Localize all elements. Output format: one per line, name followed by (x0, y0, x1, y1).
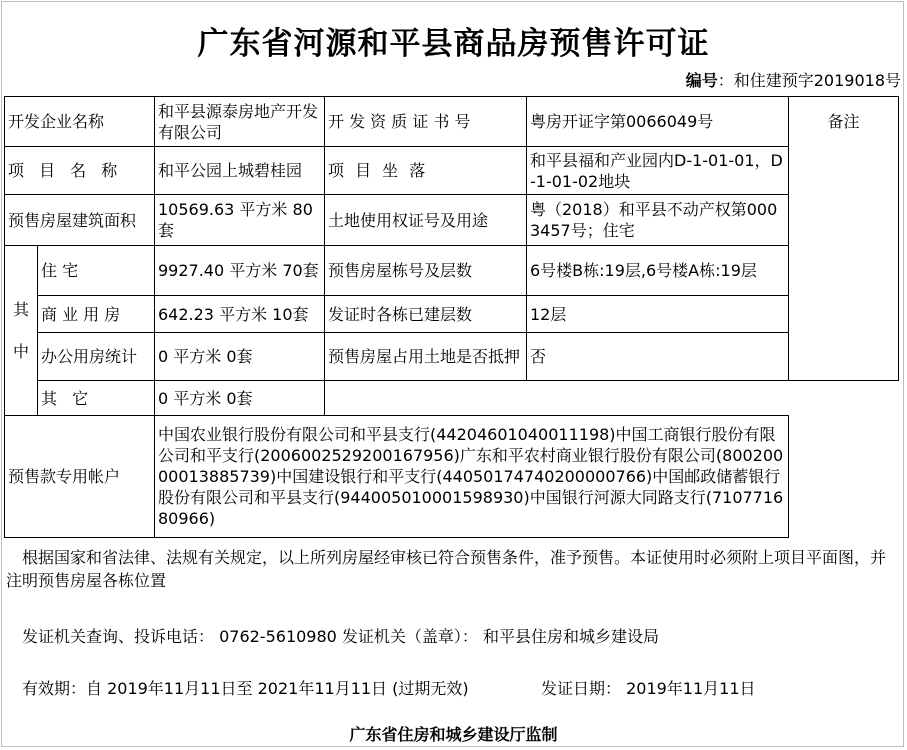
land-value: 粤（2018）和平县不动产权第0003457号；住宅 (527, 195, 789, 246)
account-label: 预售款专用帐户 (5, 416, 155, 538)
certificate-number (686, 68, 901, 91)
certificate-number-value: 和住建预字2019018号 (733, 71, 901, 90)
empty-cell (325, 381, 899, 416)
contact-line: 发证机关查询、投诉电话： 0762-5610980 发证机关（盖章）： 和平县住房和城乡建设局 (22, 627, 660, 646)
buildings-value: 6号楼B栋:19层,6号楼A栋:19层 (527, 246, 789, 296)
qizhong-cell (5, 246, 38, 416)
location-value: 和平县福和产业园内D-1-01-01，D-1-01-02地块 (527, 147, 789, 195)
floors-label: 发证时各栋已建层数 (325, 296, 527, 333)
developer-label: 开发企业名称 (5, 97, 155, 147)
buildings-label: 预售房屋栋号及层数 (325, 246, 527, 296)
commercial-value: 642.23 平方米 10套 (155, 296, 325, 333)
approval-note: 根据国家和省法律、法规有关规定，以上所列房屋经审核已符合预售条件，准予预售。本证使用时必须附上项目平面图，并注明预售房屋各栋位置 (6, 548, 887, 590)
project-label: 项 目 名 称 (5, 147, 155, 195)
issue-date: 发证日期： 2019年11月11日 (541, 679, 756, 698)
permit-table (4, 96, 899, 538)
qualification-label: 开 发 资 质 证 书 号 (325, 97, 527, 147)
page-title: 广东省河源和平县商品房预售许可证 (197, 26, 710, 62)
project-value: 和平公园上城碧桂园 (155, 147, 325, 195)
land-label: 土地使用权证号及用途 (325, 195, 527, 246)
certificate-number-label: 编号 (685, 71, 718, 90)
floors-value: 12层 (527, 296, 789, 333)
other-label: 其 它 (38, 381, 155, 416)
mortgage-value: 否 (527, 333, 789, 381)
other-value: 0 平方米 0套 (155, 381, 325, 416)
office-label: 办公用房统计 (38, 333, 155, 381)
footer-supervisor: 广东省住房和城乡建设厅监制 (349, 725, 558, 744)
blank-cell (789, 416, 899, 538)
qualification-value: 粤房开证字第0066049号 (527, 97, 789, 147)
residential-value: 9927.40 平方米 70套 (155, 246, 325, 296)
area-label: 预售房屋建筑面积 (5, 195, 155, 246)
commercial-label: 商 业 用 房 (38, 296, 155, 333)
validity-period: 有效期：自 2019年11月11日至 2021年11月11日 (过期无效) (22, 679, 469, 698)
office-value: 0 平方米 0套 (155, 333, 325, 381)
certificate-number-separator: ： (717, 71, 734, 90)
area-value: 10569.63 平方米 80套 (155, 195, 325, 246)
mortgage-label: 预售房屋占用土地是否抵押 (325, 333, 527, 381)
remark-label: 备注 (789, 97, 899, 381)
qizhong-char-2: 中 (12, 341, 29, 361)
qizhong-char-1: 其 (12, 299, 29, 319)
developer-value: 和平县源泰房地产开发有限公司 (155, 97, 325, 147)
residential-label: 住 宅 (38, 246, 155, 296)
account-value: 中国农业银行股份有限公司和平县支行(44204601040011198)中国工商银行股份有限公司和平支行(2006002529200167956)广东和平农村商业银行股份有限公司(80020000013885739)中国建设银行和平支行(44050174740200000766)中国邮政储蓄银行股份有限公司和平县支行(944005010001598930)中国银行河源大同路支行(710771680966) (155, 416, 789, 538)
location-label: 项 目 坐 落 (325, 147, 527, 195)
